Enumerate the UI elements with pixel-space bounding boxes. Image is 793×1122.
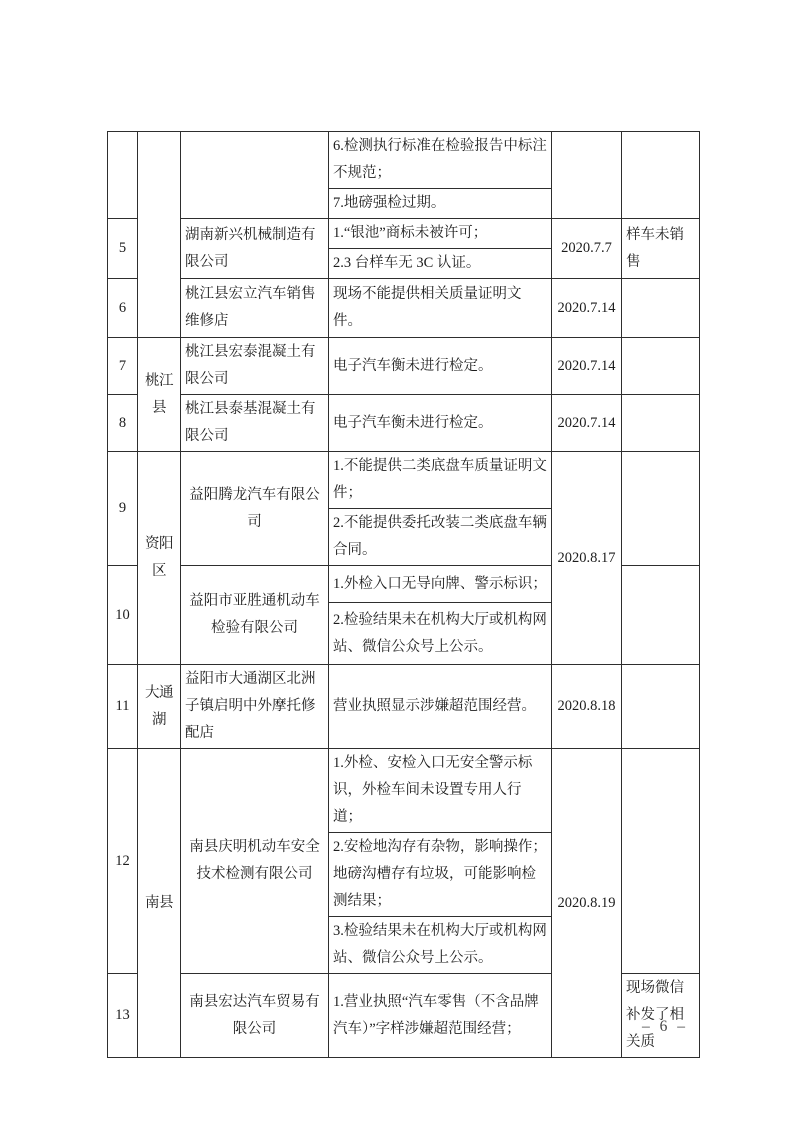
table-row [108,132,700,189]
cell-issue: 1.不能提供二类底盘车质量证明文件； [329,452,552,509]
cell-number: 9 [108,452,138,566]
cell-region: 大通湖 [138,665,181,749]
cell-number: 5 [108,219,138,279]
table-row [108,452,700,509]
cell-company: 益阳市亚胜通机动车检验有限公司 [181,566,329,665]
table-row [108,338,700,395]
cell-company [181,132,329,219]
cell-company: 南县宏达汽车贸易有限公司 [181,974,329,1058]
cell-date: 2020.8.18 [552,665,622,749]
cell-issue: 2.检验结果未在机构大厅或机构网站、微信公众号上公示。 [329,603,552,665]
inspection-results-table [107,131,700,1058]
cell-issue: 电子汽车衡未进行检定。 [329,395,552,452]
cell-issue: 电子汽车衡未进行检定。 [329,338,552,395]
cell-issue: 7.地磅强检过期。 [329,189,552,219]
cell-date [552,132,622,219]
cell-issue: 1.营业执照“汽车零售（不含品牌汽车）”字样涉嫌超范围经营； [329,974,552,1058]
cell-issue: 1.外检、安检入口无安全警示标识，外检车间未设置专用人行道； [329,749,552,833]
cell-company: 益阳腾龙汽车有限公司 [181,452,329,566]
cell-note: 样车未销售 [622,219,700,279]
cell-note [622,132,700,219]
cell-date: 2020.8.17 [552,452,622,665]
table-row [108,749,700,833]
cell-issue: 1.“银池”商标未被许可； [329,219,552,249]
cell-number: 8 [108,395,138,452]
cell-issue: 2.安检地沟存有杂物，影响操作；地磅沟槽存有垃圾，可能影响检测结果； [329,833,552,917]
cell-issue: 2.不能提供委托改装二类底盘车辆合同。 [329,509,552,566]
cell-number: 7 [108,338,138,395]
cell-region [138,132,181,338]
cell-issue: 3.检验结果未在机构大厅或机构网站、微信公众号上公示。 [329,917,552,974]
cell-company: 益阳市大通湖区北洲子镇启明中外摩托修配店 [181,665,329,749]
cell-issue: 现场不能提供相关质量证明文件。 [329,279,552,338]
table-row [108,395,700,452]
cell-date: 2020.7.14 [552,338,622,395]
cell-issue: 1.外检入口无导向牌、警示标识； [329,566,552,603]
cell-region: 桃江县 [138,338,181,452]
cell-note [622,395,700,452]
cell-note: 现场微信补发了相关质 [622,974,700,1058]
cell-company: 桃江县宏泰混凝土有限公司 [181,338,329,395]
cell-note [622,279,700,338]
cell-region: 资阳区 [138,452,181,665]
cell-company: 桃江县宏立汽车销售维修店 [181,279,329,338]
cell-date: 2020.7.7 [552,219,622,279]
cell-issue: 营业执照显示涉嫌超范围经营。 [329,665,552,749]
cell-company: 南县庆明机动车安全技术检测有限公司 [181,749,329,974]
cell-issue: 6.检测执行标准在检验报告中标注不规范； [329,132,552,189]
cell-note [622,338,700,395]
page-number: – 6 – [642,1018,688,1035]
cell-region: 南县 [138,749,181,1058]
cell-issue: 2.3 台样车无 3C 认证。 [329,249,552,279]
table-row [108,219,700,249]
cell-note [622,566,700,665]
cell-number: 13 [108,974,138,1058]
cell-company: 湖南新兴机械制造有限公司 [181,219,329,279]
table-row [108,279,700,338]
cell-company: 桃江县泰基混凝土有限公司 [181,395,329,452]
cell-number: 10 [108,566,138,665]
cell-date: 2020.8.19 [552,749,622,1058]
table-row [108,665,700,749]
cell-number [108,132,138,219]
cell-date: 2020.7.14 [552,395,622,452]
cell-number: 11 [108,665,138,749]
cell-number: 12 [108,749,138,974]
cell-note [622,452,700,566]
cell-date: 2020.7.14 [552,279,622,338]
cell-note [622,665,700,749]
cell-number: 6 [108,279,138,338]
cell-note [622,749,700,974]
